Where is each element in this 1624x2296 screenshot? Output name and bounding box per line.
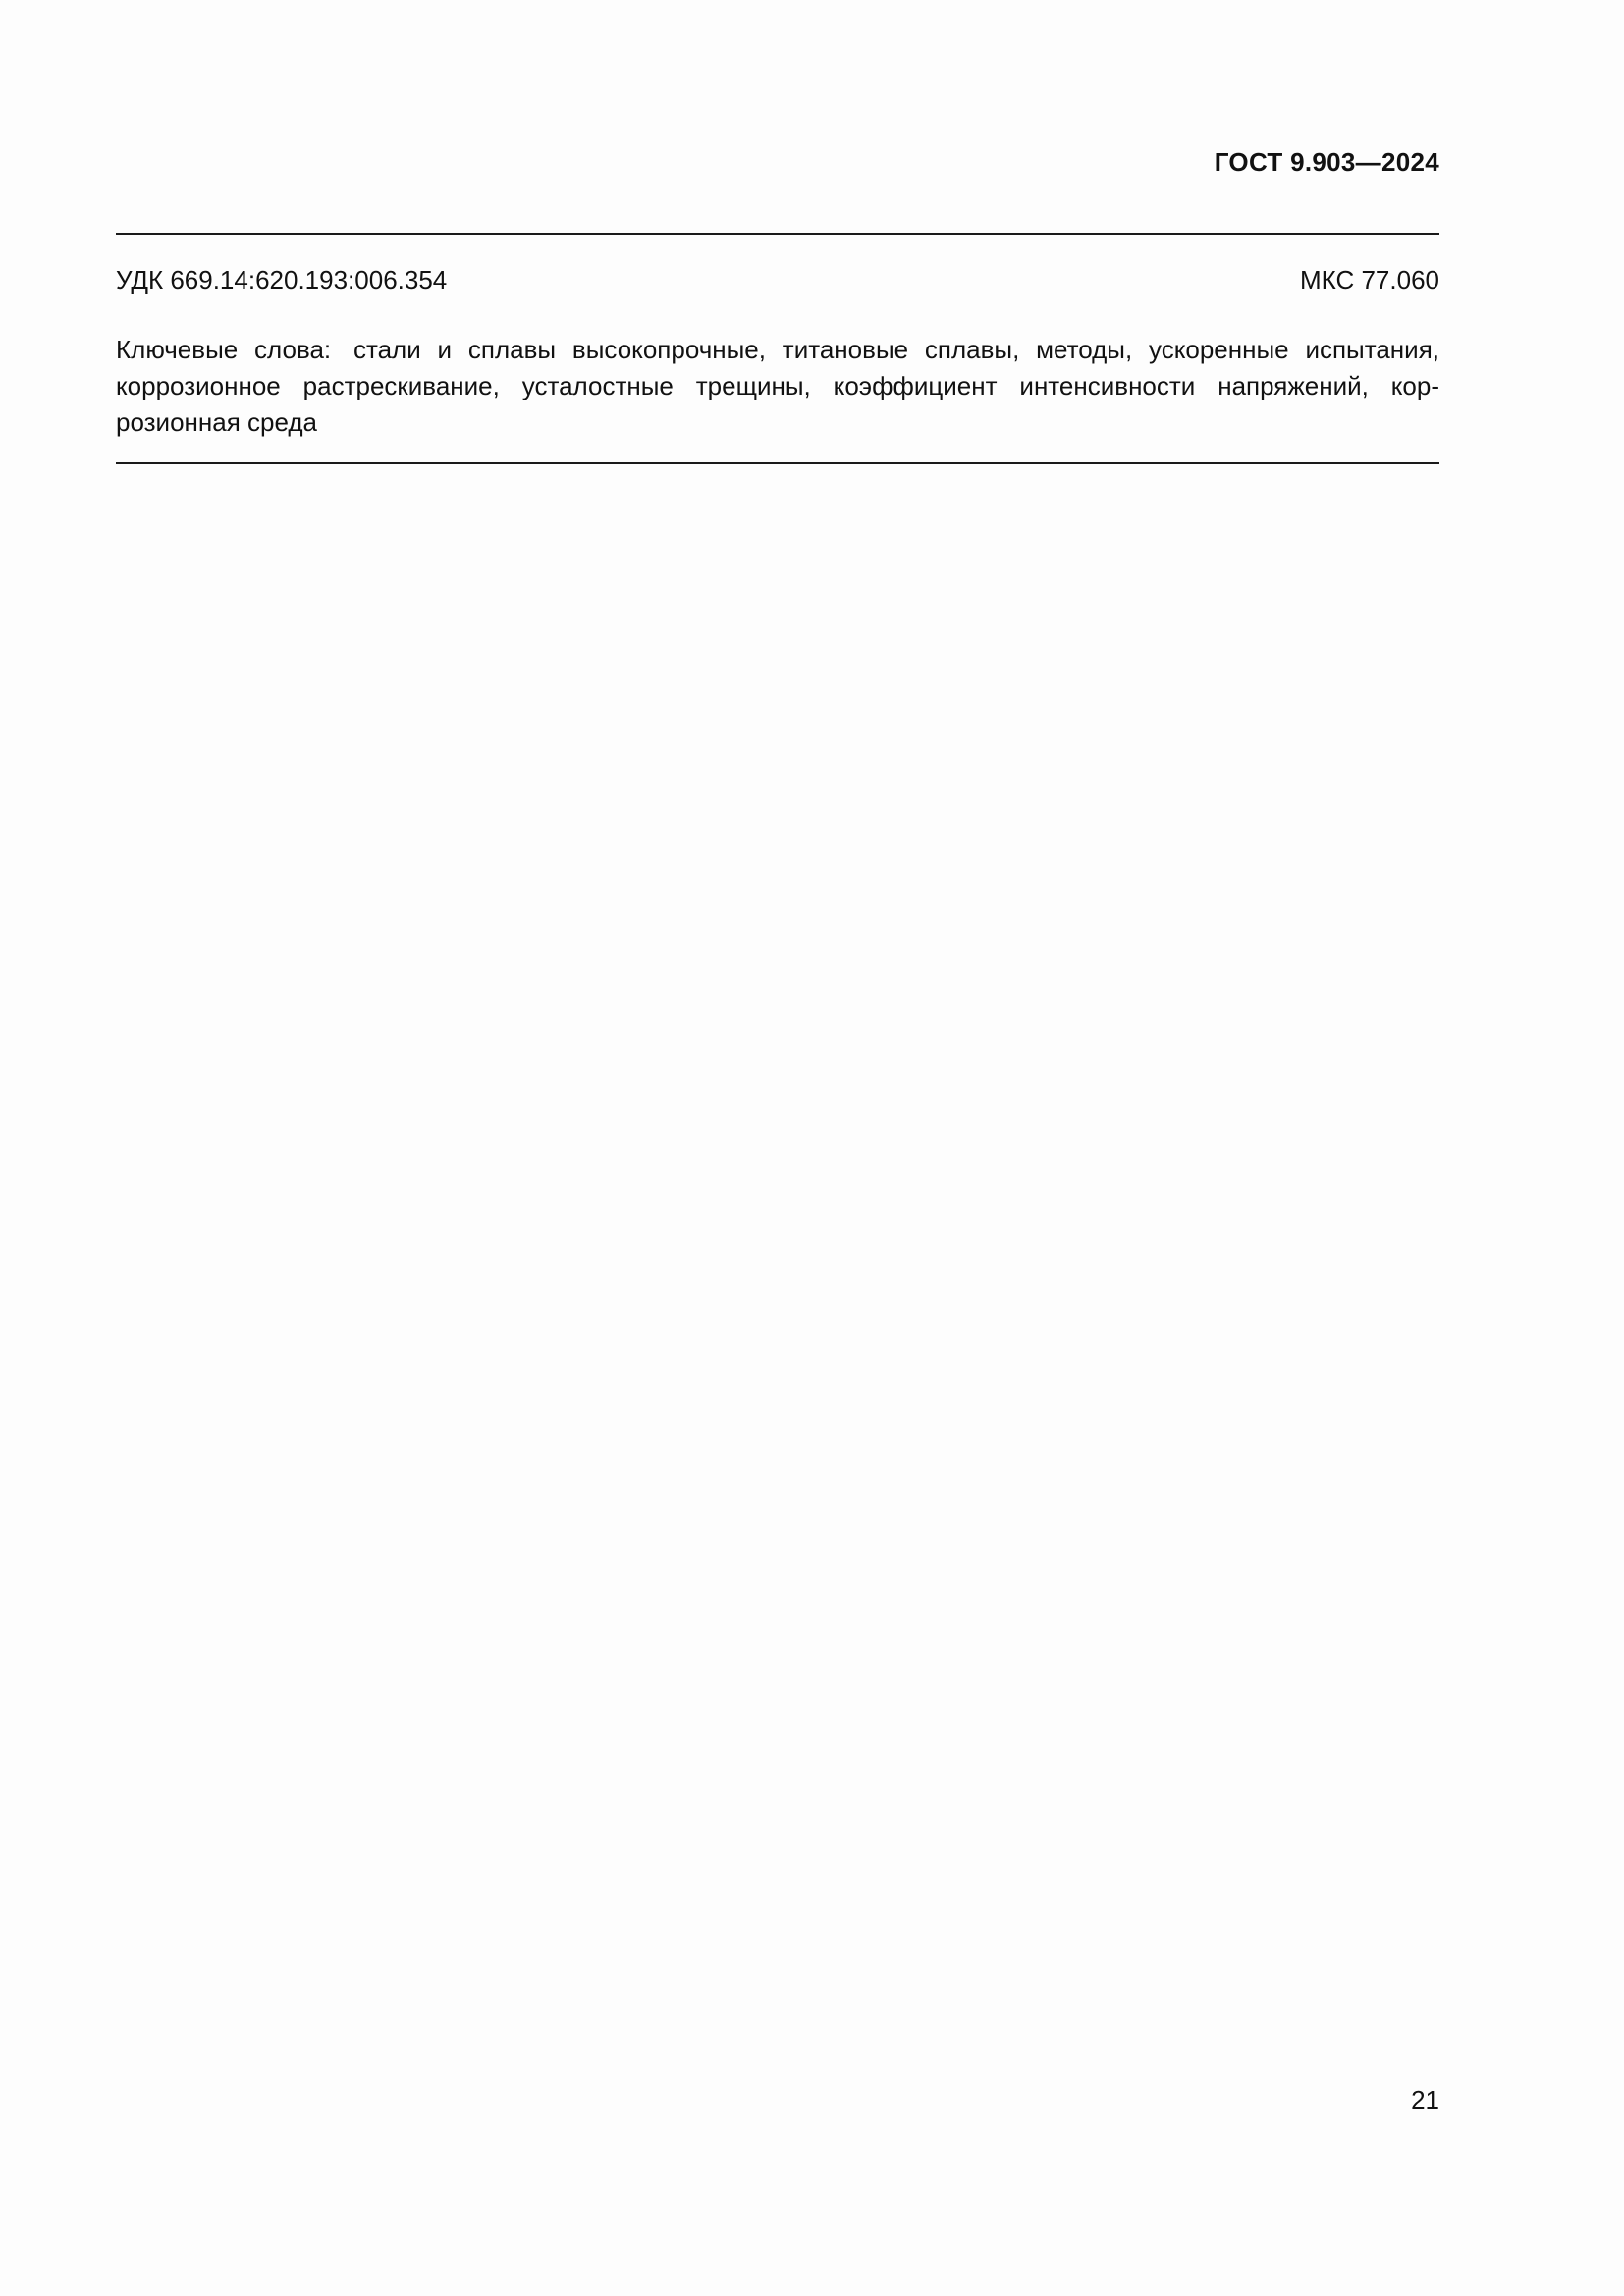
bottom-divider bbox=[116, 462, 1439, 464]
udk-code: УДК 669.14:620.193:006.354 bbox=[116, 265, 448, 294]
keywords-label: Ключевые слова: bbox=[116, 335, 332, 364]
classification-row bbox=[116, 265, 1439, 295]
page-number: 21 bbox=[1411, 2085, 1439, 2114]
keywords-text: стали и сплавы высокопрочные, титановые сплавы, методы, ускоренные испытания, коррозионное растрескивание, усталостные трещины, коэффициент интенсивности напряжений, кор-розионная среда bbox=[116, 335, 1439, 437]
mks-code: МКС 77.060 bbox=[1299, 265, 1439, 294]
document-code: ГОСТ 9.903—2024 bbox=[1214, 147, 1439, 177]
top-divider bbox=[116, 233, 1439, 235]
keywords-paragraph bbox=[116, 332, 1439, 441]
